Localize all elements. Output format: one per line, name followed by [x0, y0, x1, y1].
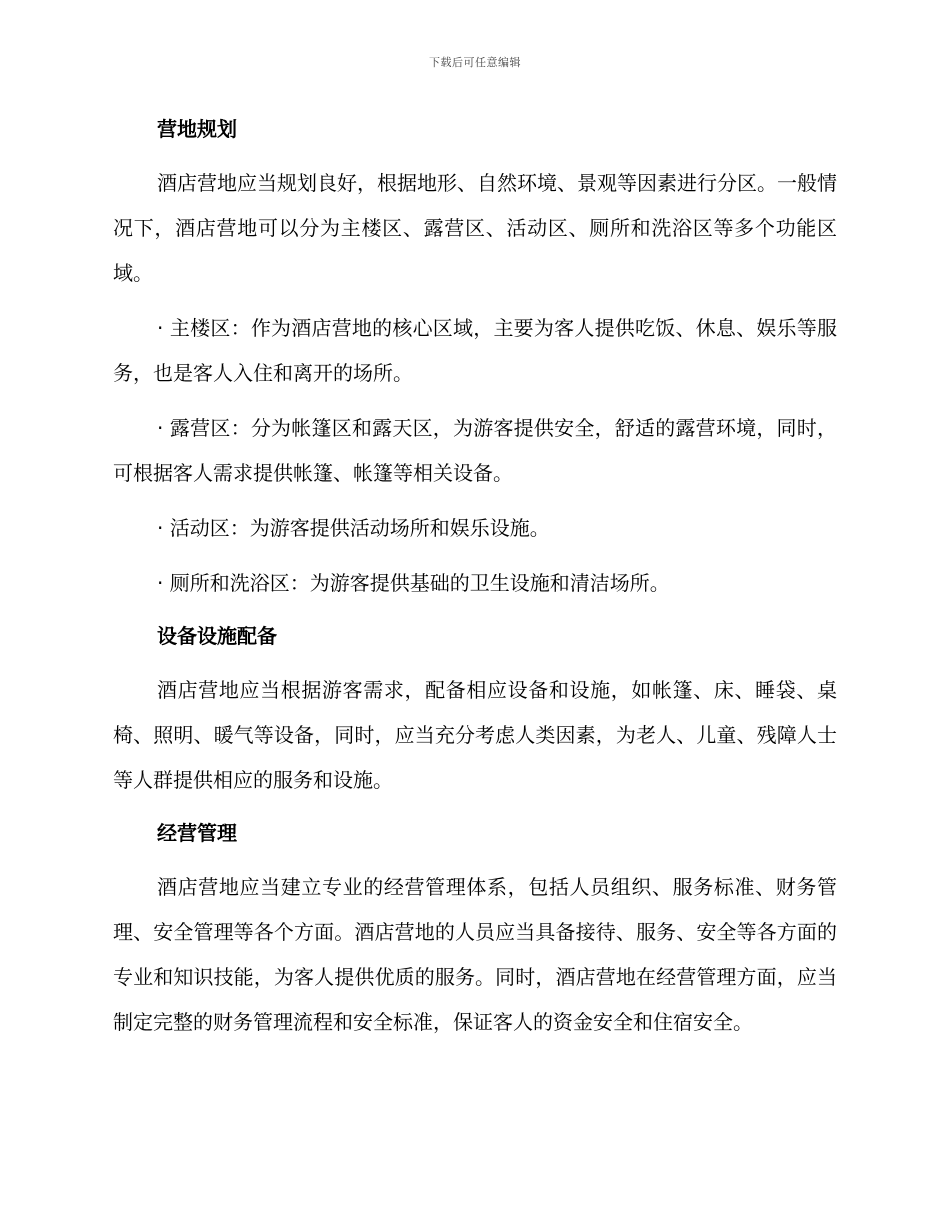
section-heading-management: 经营管理 [157, 821, 237, 845]
document-body [113, 113, 837, 1045]
paragraph-main-building-area: · 主楼区：作为酒店营地的核心区域，主要为客人提供吃饭、休息、娱乐等服务，也是客人入住和离开的场所。 [113, 316, 837, 385]
section-heading-equipment: 设备设施配备 [157, 624, 277, 648]
paragraph-camping-area: · 露营区：分为帐篷区和露天区，为游客提供安全，舒适的露营环境，同时，可根据客人需求提供帐篷、帐篷等相关设备。 [113, 416, 837, 485]
section-heading-site-planning: 营地规划 [157, 117, 237, 141]
paragraph-equipment: 酒店营地应当根据游客需求，配备相应设备和设施，如帐篷、床、睡袋、桌椅、照明、暖气等设备，同时，应当充分考虑人类因素，为老人、儿童、残障人士等人群提供相应的服务和设施。 [113, 678, 837, 792]
paragraph-site-planning-intro: 酒店营地应当规划良好，根据地形、自然环境、景观等因素进行分区。一般情况下，酒店营地可以分为主楼区、露营区、活动区、厕所和洗浴区等多个功能区域。 [113, 171, 837, 285]
paragraph-management: 酒店营地应当建立专业的经营管理体系，包括人员组织、服务标准、财务管理、安全管理等各个方面。酒店营地的人员应当具备接待、服务、安全等各方面的专业和知识技能，为客人提供优质的服务。同时，酒店营地在经营管理方面，应当制定完整的财务管理流程和安全标准，保证客人的资金安全和住宿安全。 [113, 875, 837, 1034]
paragraph-restroom-area: · 厕所和洗浴区：为游客提供基础的卫生设施和清洁场所。 [157, 571, 670, 595]
page-header-note: 下载后可任意编辑 [429, 56, 521, 69]
paragraph-activity-area: · 活动区：为游客提供活动场所和娱乐设施。 [157, 516, 550, 540]
